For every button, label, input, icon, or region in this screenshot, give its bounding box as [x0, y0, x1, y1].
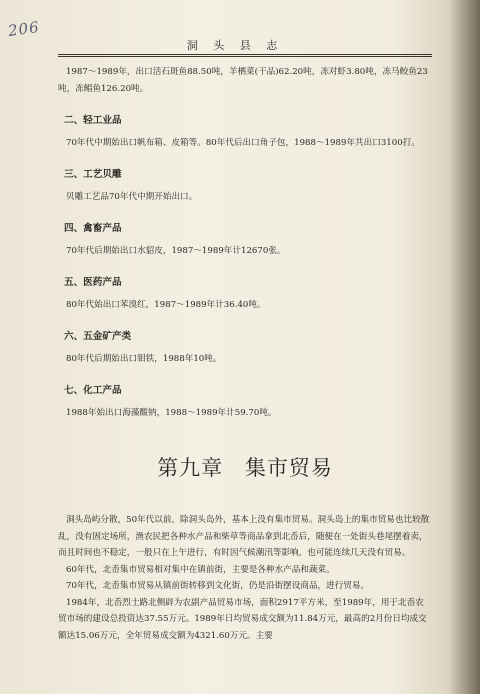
section-heading-chemicals: 七、化工产品 [64, 385, 122, 396]
section-text-chemicals: 1988年始出口海藻酸钠，1988～1989年计59.70吨。 [66, 408, 277, 418]
chapter-paragraph: 70年代，北岙集市贸易从镇前街转移到文化街，仍是沿街摆设商品，进行贸易。 [66, 581, 370, 591]
chapter-body [58, 512, 432, 644]
header-rule-bottom [58, 56, 432, 57]
running-header: 洞 头 县 志 [186, 39, 284, 52]
section-heading-light-industry: 二、轻工业品 [64, 115, 122, 126]
handwritten-page-number: 206 [6, 17, 41, 41]
chapter-title [58, 452, 432, 482]
book-spine-shadow [450, 0, 480, 694]
intro-paragraph: 1987～1989年，出口活石斑鱼88.50吨，羊栖菜(干品)62.20吨，冻对虾3.80吨，冻马鲛鱼23吨，冻鲳鱼126.20吨。 [58, 67, 428, 94]
section-text-livestock: 70年代后期始出口水貂皮，1987～1989年计12670张。 [66, 246, 286, 256]
section-heading-livestock: 四、禽畜产品 [64, 223, 122, 234]
section-text-shell-carving: 贝雕工艺品70年代中期开始出口。 [66, 192, 198, 202]
section-text-medicine: 80年代始出口苯溴红，1987～1989年计36.40吨。 [66, 300, 266, 310]
chapter-paragraph: 60年代，北岙集市贸易相对集中在镇前街，主要是各种水产品和蔬菜。 [66, 564, 335, 575]
chapter-name: 集市贸易 [244, 456, 333, 480]
section-heading-shell-carving: 三、工艺贝雕 [64, 169, 122, 180]
section-text-light-industry: 70年代中期始出口帆布箱、皮箱等。80年代后出口角子包，1988～1989年共出口3100打。 [66, 138, 420, 148]
header-rule-top [58, 54, 432, 55]
section-heading-hardware-minerals: 六、五金矿产类 [64, 331, 132, 342]
chapter-paragraph: 1984年，北岙烈士路北侧辟为农副产品贸易市场，面积2917平方米，至1989年，用于北岙农贸市场的建设总投资达37.55万元。1989年日均贸易成交额为11.84万元，最高的2月份日均成交额达15.06万元，全年贸易成交额为4321.60万元。主要 [58, 597, 427, 641]
section-text-hardware-minerals: 80年代后期始出口钼铁，1988年10吨。 [66, 354, 222, 364]
chapter-paragraph: 洞头岛屿分散，50年代以前，除洞头岛外，基本上没有集市贸易。洞头岛上的集市贸易也比较散乱，没有固定场所，渔农民把各种水产品和柴草等商品拿到北岙后，随便在一处街头巷尾摆着卖，而且时间也不稳定，一般只在上午进行，有时因气候潮汛等影响，也可能连续几天没有贸易。 [58, 515, 430, 558]
chapter-number: 第九章 [157, 456, 224, 480]
section-heading-medicine: 五、医药产品 [64, 277, 122, 288]
page-content [58, 64, 432, 644]
